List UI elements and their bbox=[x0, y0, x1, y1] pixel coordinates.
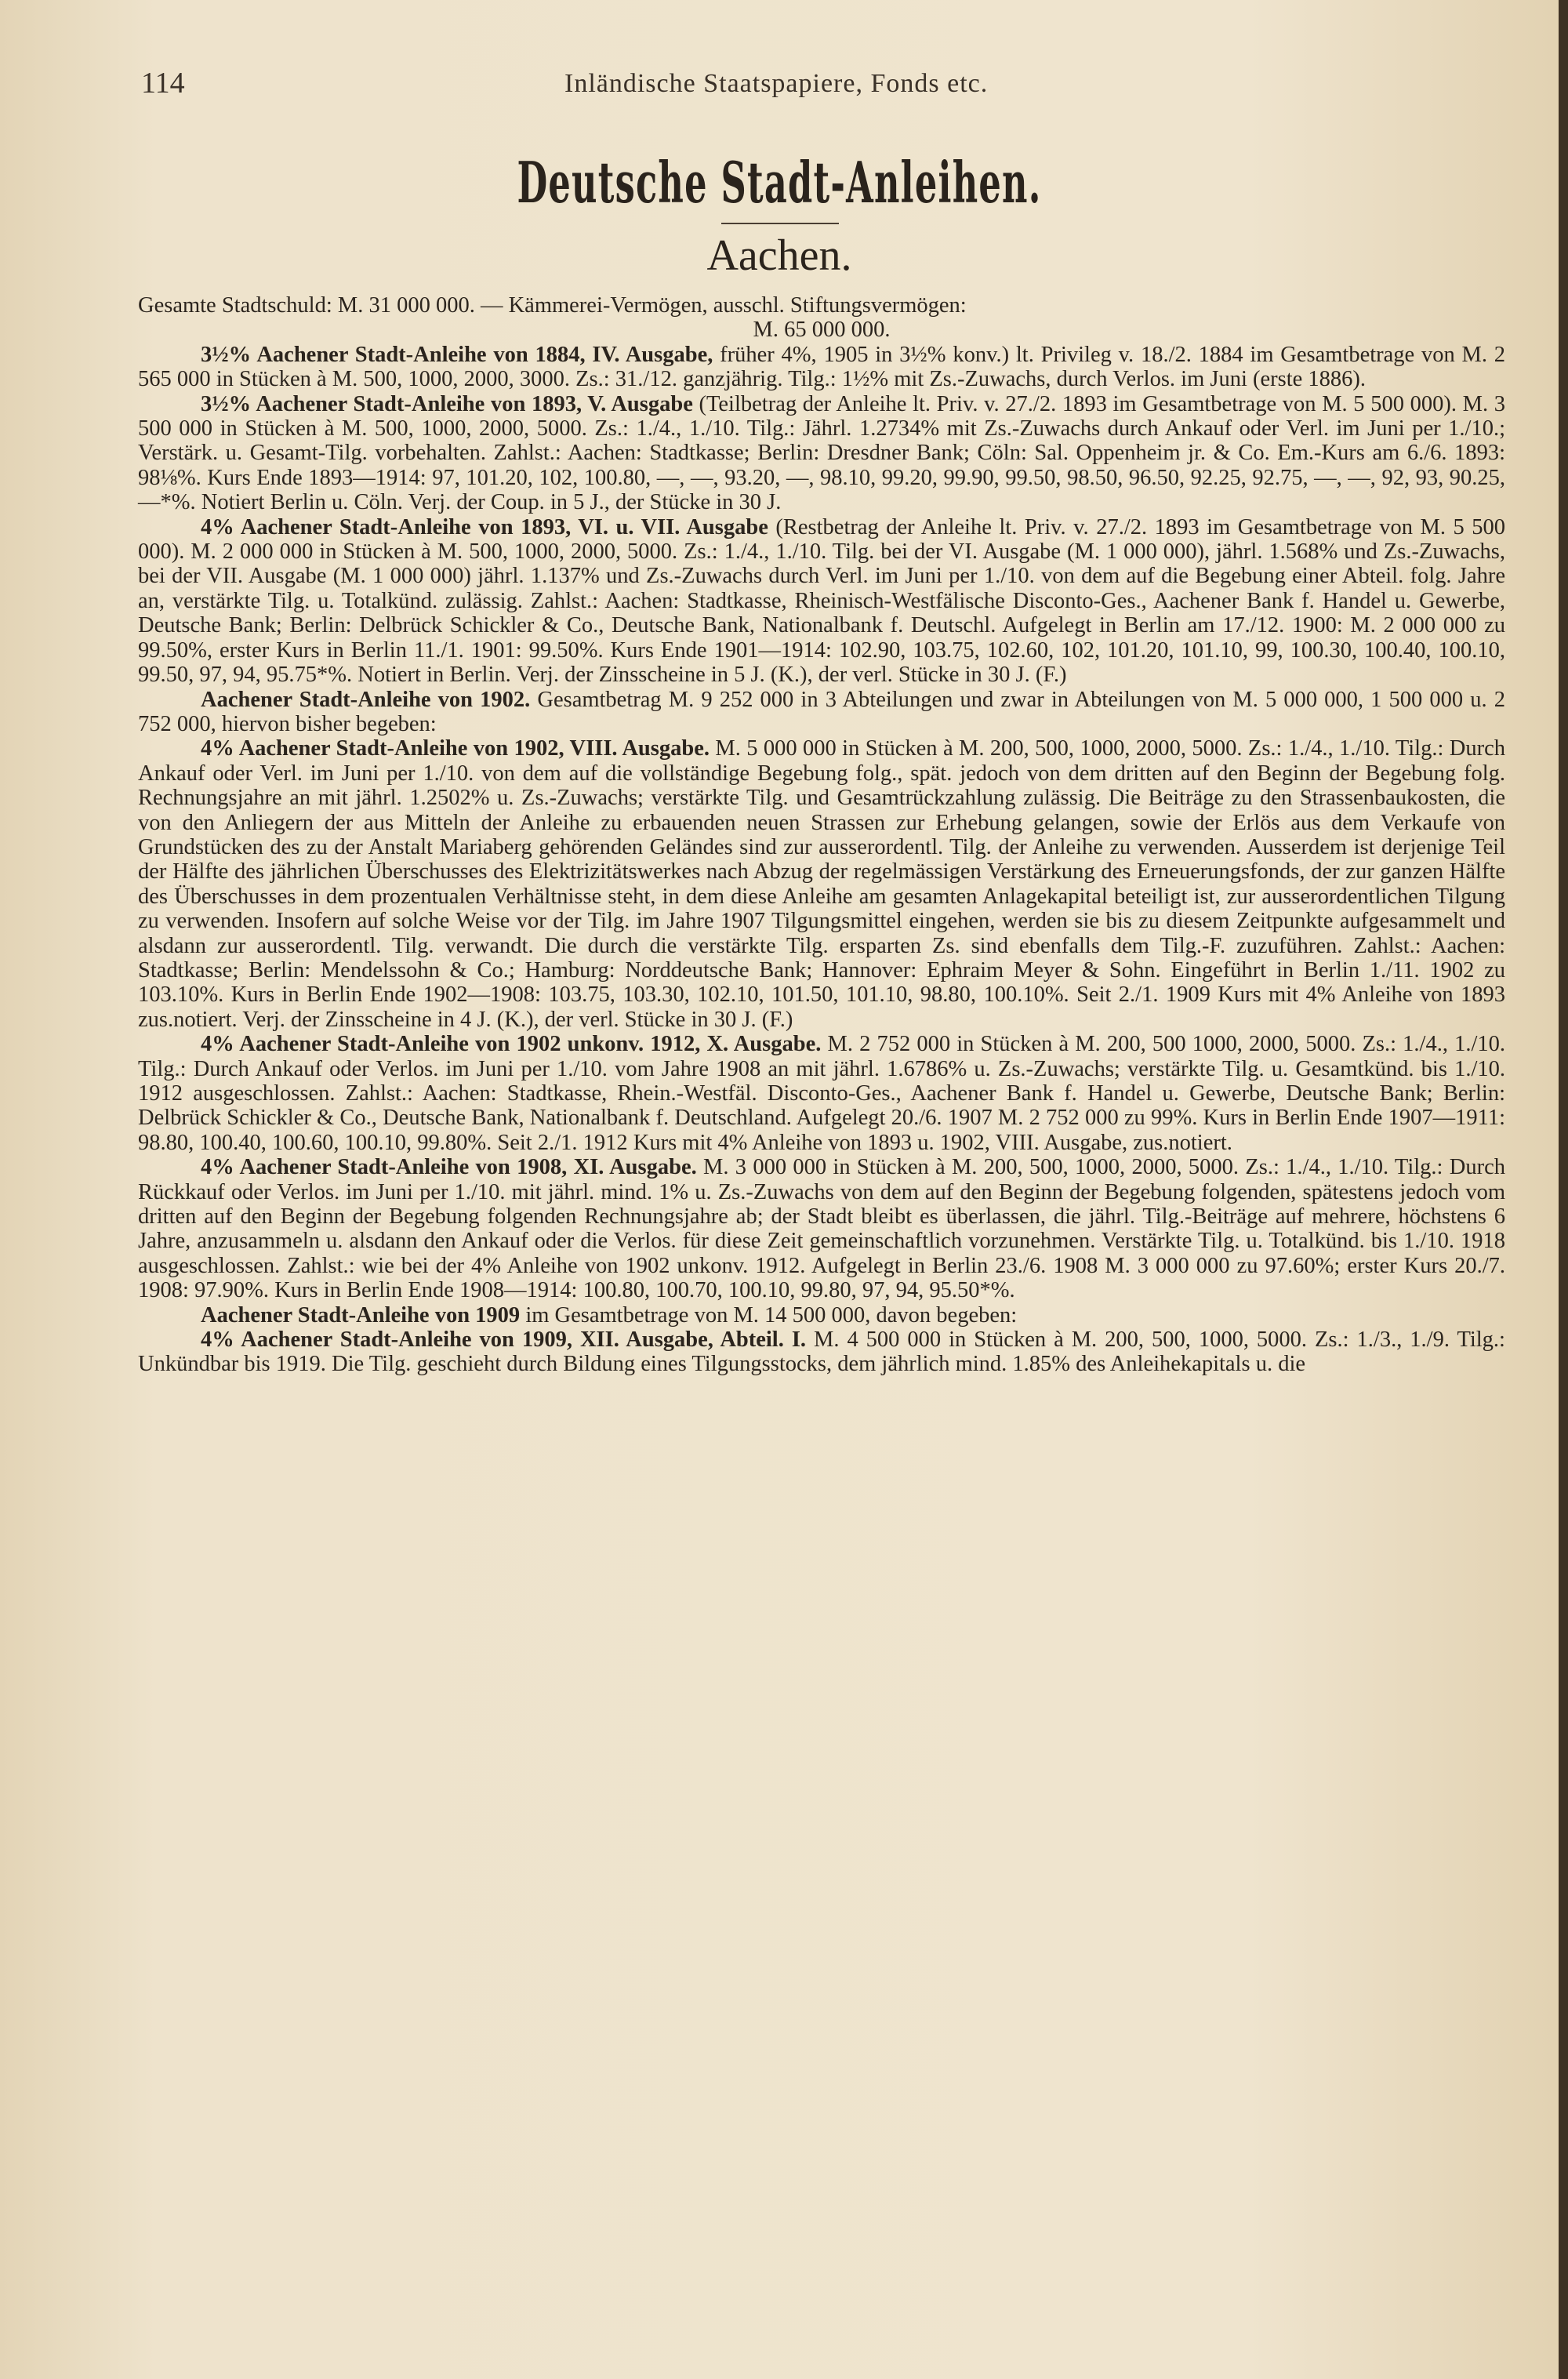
entry-title: Aachener Stadt-Anleihe von 1902. bbox=[201, 687, 531, 712]
body-text bbox=[138, 293, 1505, 1377]
title-rule bbox=[721, 223, 839, 224]
entry-paragraph bbox=[138, 515, 1505, 688]
entry-title: 4% Aachener Stadt-Anleihe von 1893, VI. u. VII. Ausgabe bbox=[201, 514, 768, 539]
entry-paragraph bbox=[138, 392, 1505, 515]
entry-paragraph bbox=[138, 1155, 1505, 1302]
entry-title: 4% Aachener Stadt-Anleihe von 1902, VIII. Ausgabe. bbox=[201, 736, 710, 761]
entry-paragraph bbox=[138, 1032, 1505, 1155]
entry-title: 4% Aachener Stadt-Anleihe von 1908, XI. Ausgabe. bbox=[201, 1155, 697, 1180]
book-edge bbox=[1559, 0, 1568, 2379]
entry-title: 3½% Aachener Stadt-Anleihe von 1884, IV. Ausgabe, bbox=[201, 342, 713, 367]
entry-title: Aachener Stadt-Anleihe von 1909 bbox=[201, 1302, 521, 1328]
entry-title: 3½% Aachener Stadt-Anleihe von 1893, V. Ausgabe bbox=[201, 391, 693, 416]
running-title: Inländische Staatspapiere, Fonds etc. bbox=[564, 69, 989, 98]
entry-text: (Restbetrag der Anleihe lt. Priv. v. 27./2. 1893 im Gesamtbetrage von M. 5 500 000). M. 2 000 000 in Stücken à M. 500, 1000, 2000, 5000. Zs.: 1./4., 1./10. Tilg. bei der VI. Ausgabe (M. 1 000 000), jährl. 1.568% und Zs.-Zuwachs, bei der VII. Ausgabe (M. 1 000 000) jährl. 1.137% und Zs.-Zuwachs durch Verl. im Juni per 1./10. von dem auf die Begebung einer Abteil. folg. Jahre an, verstärkte Tilg. u. Totalkünd. zulässig. Zahlst.: Aachen: Stadtkasse, Rheinisch-Westfälische Disconto-Ges., Aachener Bank f. Handel u. Gewerbe, Deutsche Bank; Berlin: Delbrück Schickler & Co., Deutsche Bank, Nationalbank f. Deutschl. Aufgelegt in Berlin am 17./12. 1900: M. 2 000 000 zu 99.50%, erster Kurs in Berlin 11./1. 1901: 99.50%. Kurs Ende 1901—1914: 102.90, 103.75, 102.60, 102, 101.20, 101.10, 99, 100.30, 100.40, 100.10, 99.50, 97, 94, 95.75*%. Notiert in Berlin. Verj. der Zinsscheine in 5 J. (K.), der verl. Stücke in 30 J. (F.) bbox=[138, 514, 1505, 688]
entry-paragraph bbox=[138, 736, 1505, 1032]
city-heading: Aachen. bbox=[706, 231, 852, 280]
section-title: Deutsche Stadt-Anleihen. bbox=[517, 149, 1042, 216]
running-head bbox=[141, 66, 1521, 113]
entry-text: früher 4%, 1905 in 3½% konv.) lt. Privileg v. 18./2. 1884 im Gesamtbetrage von M. 2 565 000 in Stücken à M. 500, 1000, 2000, 3000. Zs.: 31./12. ganzjährig. Tilg.: 1½% mit Zs.-Zuwachs, durch Verlos. im Juni (erste 1886). bbox=[138, 342, 1506, 392]
entry-text: M. 4 500 000 in Stücken à M. 200, 500, 1000, 5000. Zs.: 1./3., 1./9. Tilg.: Unkündbar bis 1919. Die Tilg. geschieht durch Bildung eines Tilgungsstocks, dem jährlich mind. 1.85% des Anleihekapitals u. die bbox=[138, 1328, 1505, 1377]
entry-paragraph bbox=[138, 1328, 1505, 1377]
page-number: 114 bbox=[141, 67, 185, 100]
entry-paragraph bbox=[138, 343, 1505, 392]
entry-text: Gesamtbetrag M. 9 252 000 in 3 Abteilungen und zwar in Abteilungen von M. 5 000 000, 1 500 000 u. 2 752 000, hiervon bisher begeben: bbox=[138, 687, 1505, 736]
entry-text: M. 2 752 000 in Stücken à M. 200, 500 1000, 2000, 5000. Zs.: 1./4., 1./10. Tilg.: Durch Ankauf oder Verlos. im Juni per 1./10. vom Jahre 1908 an mit jährl. 1.6786% u. Zs.-Zuwachs; verstärkte Tilg. u. Gesamtkünd. bis 1./10. 1912 ausgeschlossen. Zahlst.: Aachen: Stadtkasse, Rhein.-Westfäl. Disconto-Ges., Aachener Bank f. Handel u. Gewerbe, Deutsche Bank; Berlin: Delbrück Schickler & Co., Deutsche Bank, Nationalbank f. Deutschland. Aufgelegt 20./6. 1907 M. 2 752 000 zu 99%. Kurs in Berlin Ende 1907—1911: 98.80, 100.40, 100.60, 100.10, 99.80%. Seit 2./1. 1912 Kurs mit 4% Anleihe von 1893 u. 1902, VIII. Ausgabe, zus.notiert. bbox=[138, 1032, 1505, 1155]
entry-paragraph bbox=[138, 688, 1505, 737]
entry-text: im Gesamtbetrage von M. 14 500 000, davon begeben: bbox=[520, 1302, 1018, 1328]
entry-text: (Teilbetrag der Anleihe lt. Priv. v. 27./2. 1893 im Gesamtbetrage von M. 5 500 000). M. 3 500 000 in Stücken à M. 500, 1000, 2000, 5000. Zs.: 1./4., 1./10. Tilg.: Jährl. 1.2734% mit Zs.-Zuwachs durch Ankauf oder Verl. im Juni per 1./10.; Verstärk. u. Gesamt-Tilg. vorbehalten. Zahlst.: Aachen: Stadtkasse; Berlin: Dresdner Bank; Cöln: Sal. Oppenheim jr. & Co. Em.-Kurs am 6./6. 1893: 98⅛%. Kurs Ende 1893—1914: 97, 101.20, 102, 100.80, —, —, 93.20, —, 98.10, 99.20, 99.90, 99.50, 98.50, 96.50, 92.25, 92.75, —, —, 92, 93, 90.25, —*%. Notiert Berlin u. Cöln. Verj. der Coup. in 5 J., der Stücke in 30 J. bbox=[138, 391, 1505, 515]
entry-title: 4% Aachener Stadt-Anleihe von 1902 unkonv. 1912, X. Ausgabe. bbox=[201, 1032, 822, 1057]
intro-line-2: M. 65 000 000. bbox=[753, 318, 891, 343]
intro-line-1: Gesamte Stadtschuld: M. 31 000 000. — Kämmerei-Vermögen, ausschl. Stiftungsvermögen: bbox=[138, 293, 967, 318]
entry-title: 4% Aachener Stadt-Anleihe von 1909, XII. Ausgabe, Abteil. I. bbox=[201, 1328, 807, 1353]
entry-text: M. 3 000 000 in Stücken à M. 200, 500, 1000, 2000, 5000. Zs.: 1./4., 1./10. Tilg.: Durch Rückkauf oder Verlos. im Juni per 1./10. mit jährl. mind. 1% u. Zs.-Zuwachs von dem auf den Beginn der Begebung folgenden, spätestens jedoch vom dritten auf den Beginn der Begebung folgenden Rechnungsjahre ab; der Stadt bleibt es überlassen, die jährl. Tilg.-Beiträge auf mehrere, höchstens 6 Jahre, anzusammeln u. alsdann den Ankauf oder die Verlos. für diese Zeit gemeinschaftlich vorzunehmen. Verstärkte Tilg. u. Totalkünd. bis 1./10. 1918 ausgeschlossen. Zahlst.: wie bei der 4% Anleihe von 1902 unkonv. 1912. Aufgelegt in Berlin 23./6. 1908 M. 3 000 000 zu 97.60%; erster Kurs 20./7. 1908: 97.90%. Kurs in Berlin Ende 1908—1914: 100.80, 100.70, 100.10, 99.80, 97, 94, 95.50*%. bbox=[138, 1155, 1505, 1303]
entry-text: M. 5 000 000 in Stücken à M. 200, 500, 1000, 2000, 5000. Zs.: 1./4., 1./10. Tilg.: Durch Ankauf oder Verl. im Juni per 1./10. von dem auf die vollständige Begebung folg., spät. jedoch von dem dritten auf den Beginn der Begebung folg. Rechnungsjahre an mit jährl. 1.2502% u. Zs.-Zuwachs; verstärkte Tilg. und Gesamtrückzahlung zulässig. Die Beiträge zu den Strassenbaukosten, die von den Anliegern der aus Mitteln der Anleihe zu erbauenden neuen Strassen zur Erhebung gelangen, sowie der Erlös aus dem Verkaufe von Grundstücken des zu der Anstalt Mariaberg gehörenden Geländes sind zur ausserordentl. Tilg. der Anleihe zu verwenden. Ausserdem ist derjenige Teil der Hälfte des jährlichen Überschusses des Elektrizitätswerkes nach Abzug der regelmässigen Verstärkung des Erneuerungsfonds, der zur ganzen Hälfte des Überschusses in dem prozentualen Verhältnisse steht, in dem diese Anleihe am gesamten Anlagekapital beteiligt ist, zur ausserordentlichen Tilgung zu verwenden. Insofern auf solche Weise vor der Tilg. im Jahre 1907 Tilgungsmittel eingehen, werden sie bis zu diesem Zeitpunkte aufgesammelt und alsdann zur ausserordentl. Tilg. verwandt. Die durch die verstärkte Tilg. ersparten Zs. sind ebenfalls dem Tilg.-F. zuzuführen. Zahlst.: Aachen: Stadtkasse; Berlin: Mendelssohn & Co.; Hamburg: Norddeutsche Bank; Hannover: Ephraim Meyer & Sohn. Eingeführt in Berlin 1./11. 1902 zu 103.10%. Kurs in Berlin Ende 1902—1908: 103.75, 103.30, 102.10, 101.50, 101.10, 98.80, 100.10%. Seit 2./1. 1909 Kurs mit 4% Anleihe von 1893 zus.notiert. Verj. der Zinsscheine in 4 J. (K.), der verl. Stücke in 30 J. (F.) bbox=[138, 736, 1505, 1032]
entry-paragraph bbox=[138, 1303, 1505, 1328]
